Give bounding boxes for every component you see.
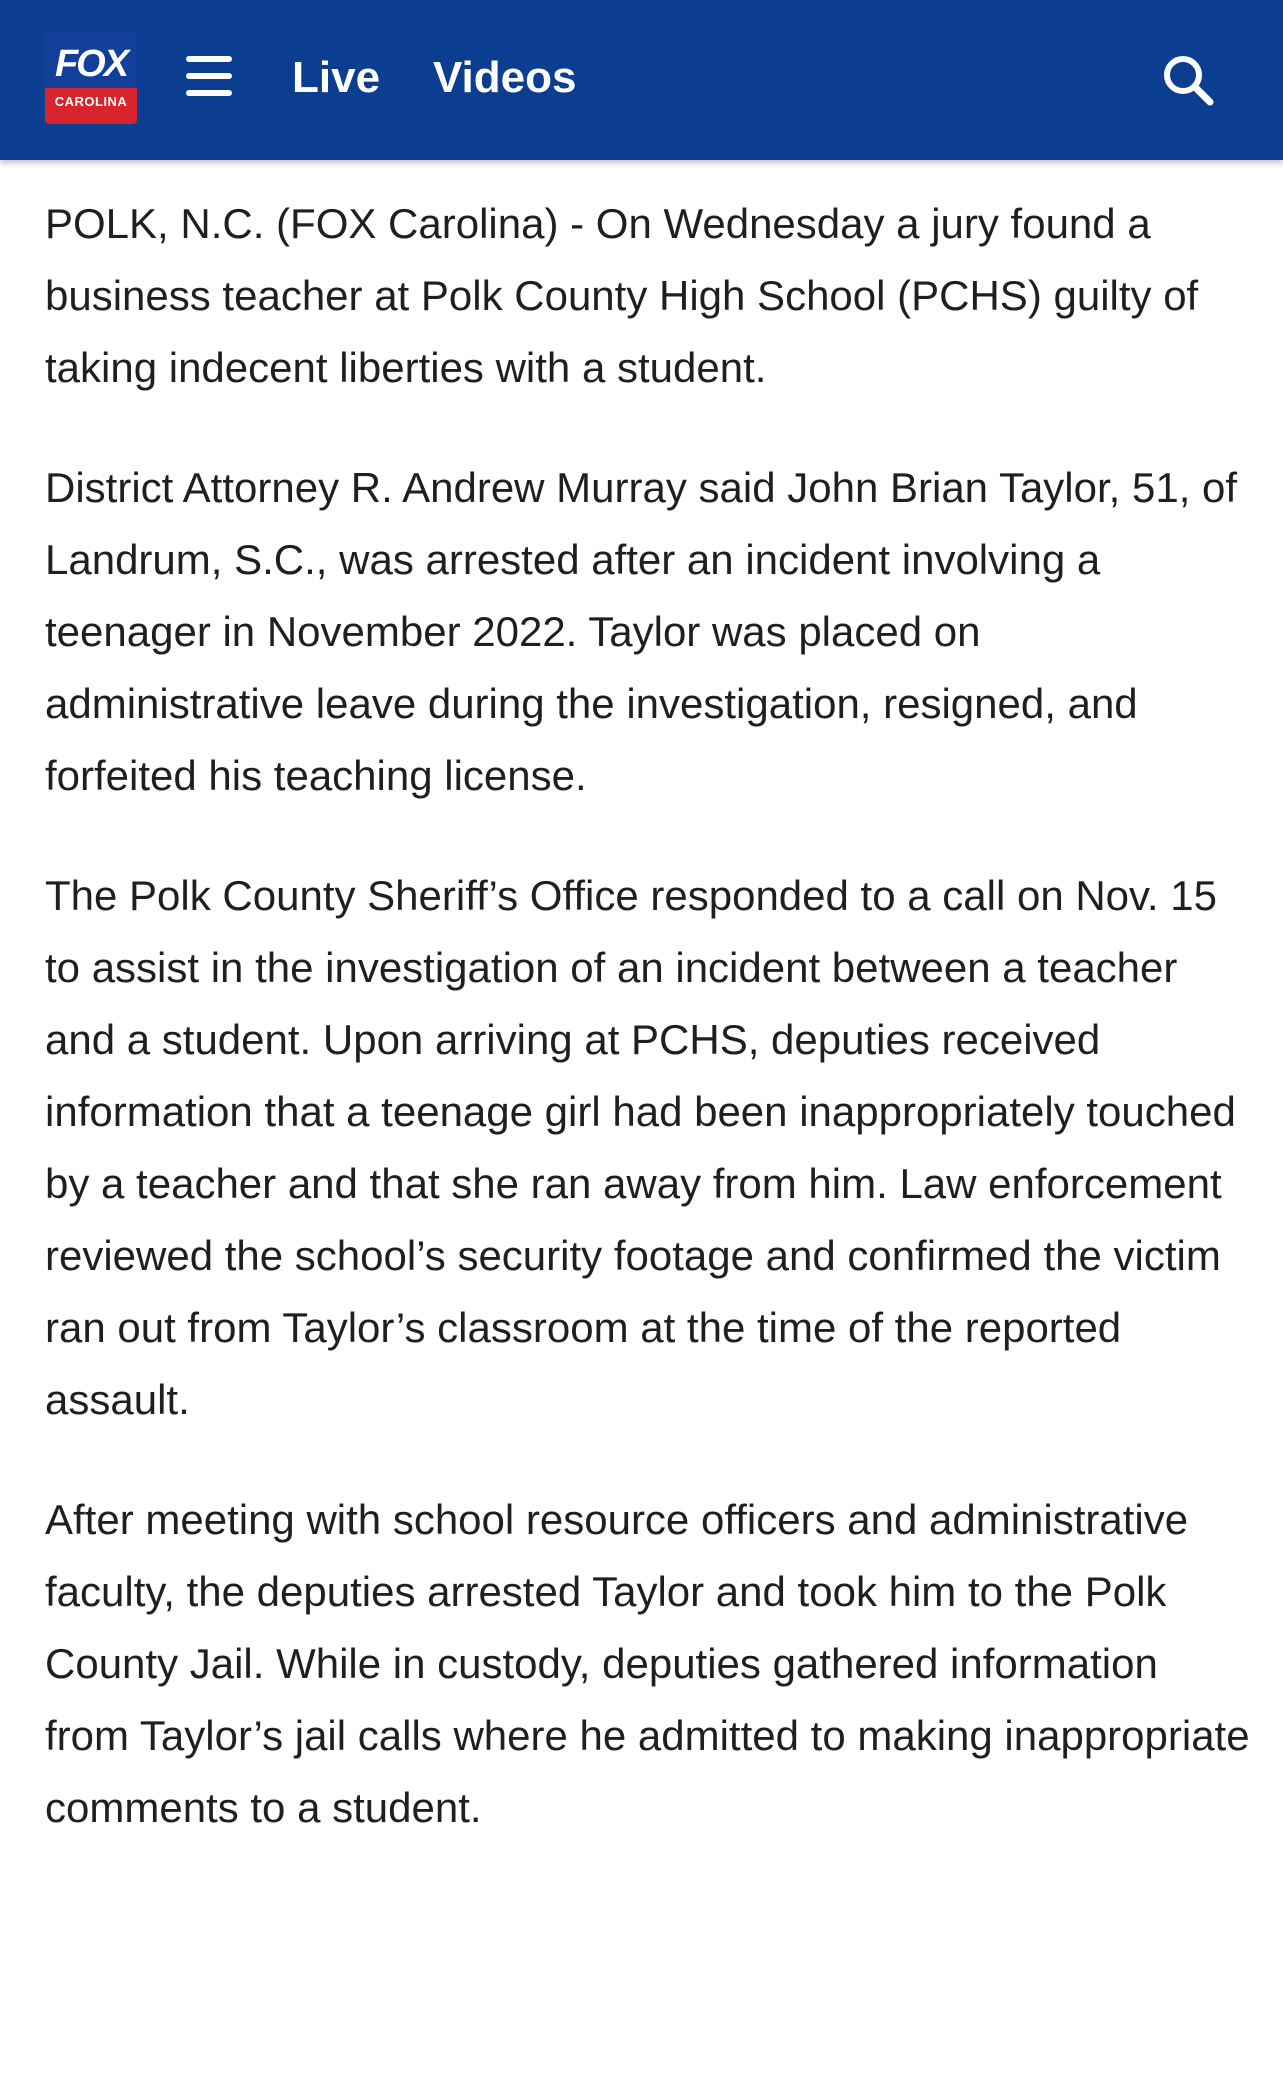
hamburger-menu-icon[interactable] [186, 56, 232, 96]
search-icon[interactable] [1160, 52, 1216, 108]
logo-brand-text: FOX [54, 43, 128, 85]
article-paragraph-4: After meeting with school resource officers and administrative faculty, the deputies arrested Taylor and took him to the Polk County Jail. While in custody, deputies gathered information from Taylor’s jail calls where he admitted to making inappropriate comments to a student. [45, 1496, 1250, 1831]
logo-region-text: CAROLINA [54, 94, 128, 109]
article-paragraph-3: The Polk County Sheriff’s Office responded to a call on Nov. 15 to assist in the investigation of an incident between a teacher and a student. Upon arriving at PCHS, deputies received information that a teenage girl had been inappropriately touched by a teacher and that she ran away from him. Law enforcement reviewed the school’s security footage and confirmed the victim ran out from Taylor’s classroom at the time of the reported assault. [45, 872, 1236, 1423]
fox-carolina-logo[interactable] [45, 32, 137, 124]
nav-videos-link[interactable]: Videos [433, 53, 577, 102]
article-paragraph-1: POLK, N.C. (FOX Carolina) - On Wednesday a jury found a business teacher at Polk County High School (PCHS) guilty of taking indecent liberties with a student. [45, 200, 1199, 391]
article-body [45, 188, 1250, 1892]
article-paragraph-2: District Attorney R. Andrew Murray said John Brian Taylor, 51, of Landrum, S.C., was arrested after an incident involving a teenager in November 2022. Taylor was placed on administrative leave during the investigation, resigned, and forfeited his teaching license. [45, 464, 1238, 799]
nav-live-link[interactable]: Live [292, 53, 381, 102]
site-header [0, 0, 1283, 160]
